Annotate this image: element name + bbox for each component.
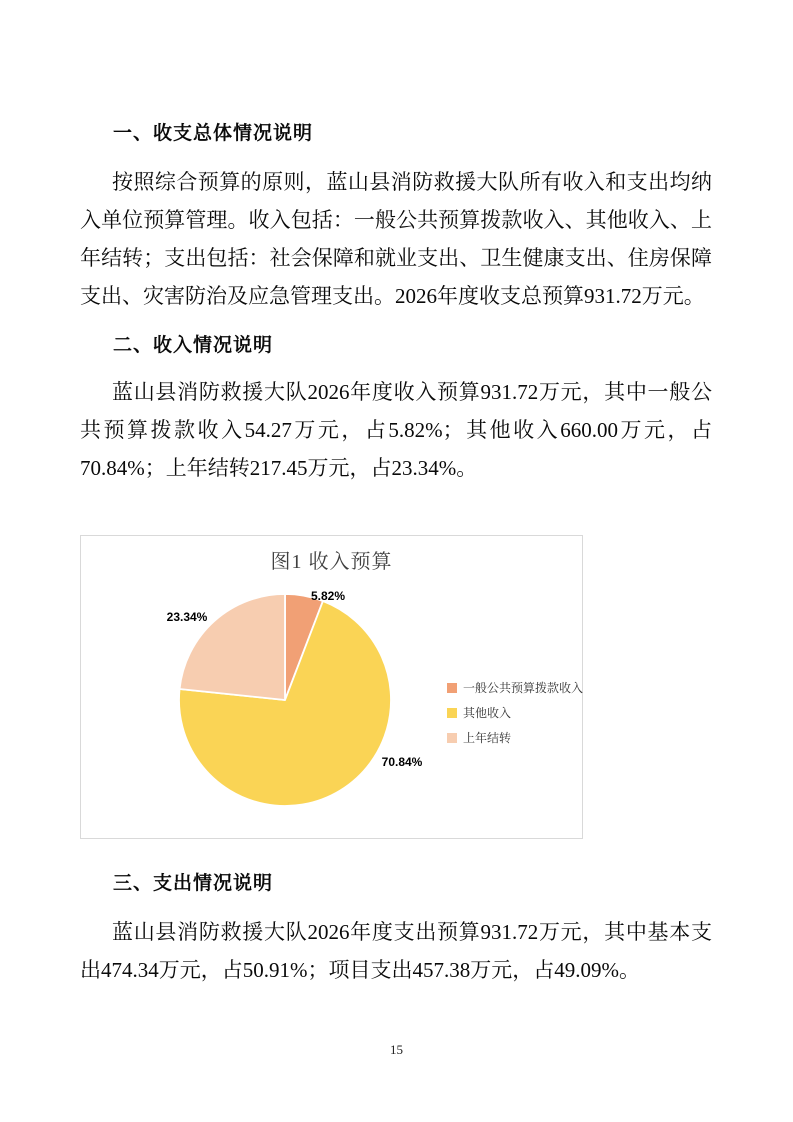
section-1-heading: 一、收支总体情况说明 — [113, 123, 314, 144]
pie-label-general-budget: 5.82% — [310, 589, 346, 603]
legend-item — [447, 725, 583, 750]
legend-label: 上年结转 — [463, 731, 512, 745]
pie-label-carryover: 23.34% — [166, 610, 208, 624]
section-3-paragraph: 蓝山县消防救援大队2026年度支出预算931.72万元，其中基本支出474.34万元，占50.91%；项目支出457.38万元，占49.09%。 — [80, 920, 712, 982]
section-2-heading: 二、收入情况说明 — [113, 335, 274, 356]
chart-title: 图1 收入预算 — [270, 551, 393, 573]
pie-label-other-income: 70.84% — [381, 755, 423, 769]
legend-swatch-icon — [447, 708, 457, 718]
income-pie-chart-frame — [80, 535, 583, 839]
legend-label: 其他收入 — [463, 706, 512, 720]
legend-item — [447, 700, 583, 725]
legend-swatch-icon — [447, 683, 457, 693]
chart-legend — [447, 675, 583, 750]
legend-item — [447, 675, 583, 700]
legend-swatch-icon — [447, 733, 457, 743]
section-1-paragraph: 按照综合预算的原则，蓝山县消防救援大队所有收入和支出均纳入单位预算管理。收入包括：一般公共预算拨款收入、其他收入、上年结转；支出包括：社会保障和就业支出、卫生健康支出、住房保障支出、灾害防治及应急管理支出。2026年度收支总预算931.72万元。 — [80, 170, 712, 308]
section-2-paragraph: 蓝山县消防救援大队2026年度收入预算931.72万元，其中一般公共预算拨款收入54.27万元，占5.82%；其他收入660.00万元，占70.84%；上年结转217.45万元，占23.34%。 — [80, 380, 712, 480]
legend-label: 一般公共预算拨款收入 — [463, 681, 584, 695]
section-3-heading: 三、支出情况说明 — [113, 873, 274, 894]
page-number: 15 — [390, 1042, 403, 1057]
